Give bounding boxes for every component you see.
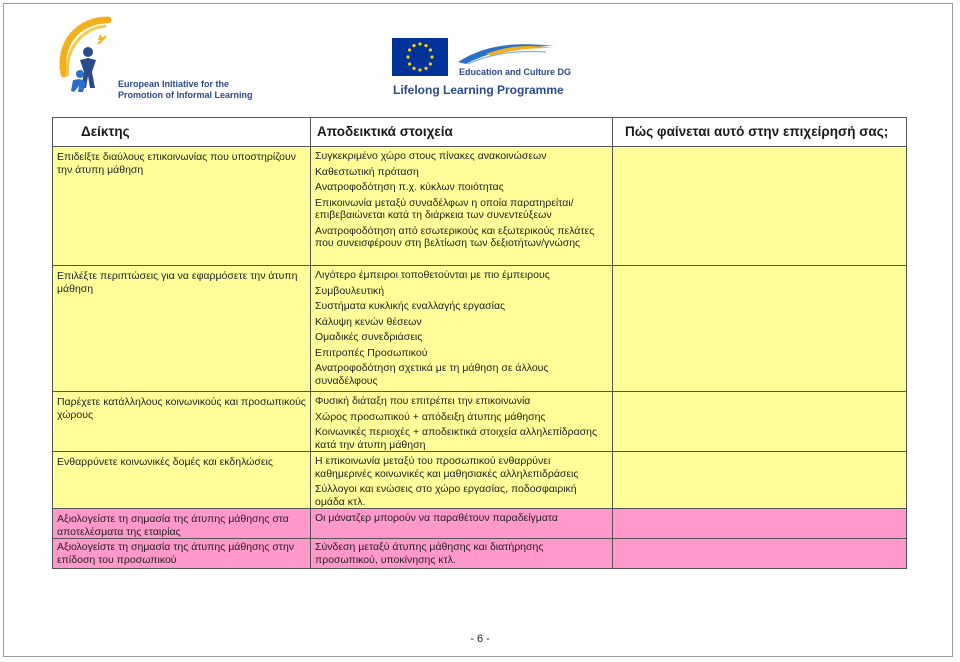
eip-line-1: European Initiative for the <box>118 79 230 89</box>
indicator-cell <box>53 452 311 509</box>
table-row <box>53 539 907 569</box>
table-row <box>53 509 907 539</box>
evidence-item: Ανατροφοδότηση σχετικά με τη μάθηση σε άλλους συναδέλφους <box>315 362 549 387</box>
indicator-cell <box>53 266 311 392</box>
table-row <box>53 392 907 452</box>
evidence-item: Συστήματα κυκλικής εναλλαγής εργασίας <box>315 300 506 312</box>
indicator-table <box>52 117 907 569</box>
evidence-item: Κάλυψη κενών θέσεων <box>315 315 422 328</box>
indicator-cell <box>53 147 311 266</box>
indicator-text: Παρέχετε κατάλληλους κοινωνικούς και προσωπικούς χώρους <box>57 396 306 421</box>
evidence-cell <box>311 392 613 452</box>
table-row <box>53 147 907 266</box>
evidence-item: Ανατροφοδότηση από εσωτερικούς και εξωτερικούς πελάτες που συνεισφέρουν στη βελτίωση των δεξιοτήτων/γνώσης <box>315 224 595 249</box>
evidence-item: Καθεστωτική πρόταση <box>315 165 419 178</box>
eip-logo-text <box>118 79 253 101</box>
evidence-item: Η επικοινωνία μεταξύ του προσωπικού ενθαρρύνει καθημερινές κοινωνικές και μαθησιακές αλληλεπιδράσεις <box>315 455 579 480</box>
header-indicator: Δείκτης <box>53 118 311 147</box>
response-cell[interactable] <box>613 147 907 266</box>
evidence-item: Σύνδεση μεταξύ άτυπης μάθησης και διατήρησης προσωπικού, υποκίνησης κτλ. <box>315 541 544 566</box>
evidence-cell <box>311 266 613 392</box>
indicator-cell <box>53 509 311 539</box>
response-cell[interactable] <box>613 539 907 569</box>
eip-line-2: Promotion of Informal Learning <box>118 90 253 100</box>
page-number: - 6 - <box>470 633 490 645</box>
evidence-item: Συμβουλευτική <box>315 284 385 297</box>
indicator-text: Επιλέξτε περιπτώσεις για να εφαρμόσετε την άτυπη μάθηση <box>57 270 298 295</box>
evidence-item: Φυσική διάταξη που επιτρέπει την επικοινωνία <box>315 395 531 407</box>
table-row <box>53 266 907 392</box>
evidence-cell <box>311 452 613 509</box>
dg-text: Education and Culture DG <box>459 67 572 77</box>
evidence-item: Επιτροπές Προσωπικού <box>315 346 428 359</box>
llp-swoosh-icon <box>456 40 556 66</box>
table-header-row <box>53 118 907 147</box>
evidence-cell <box>311 539 613 569</box>
indicator-cell <box>53 539 311 569</box>
evidence-item: Ομαδικές συνεδριάσεις <box>315 331 423 343</box>
indicator-text: Ενθαρρύνετε κοινωνικές δομές και εκδηλώσεις <box>57 456 273 468</box>
indicator-cell <box>53 392 311 452</box>
evidence-cell <box>311 509 613 539</box>
evidence-item: Χώρος προσωπικού + απόδειξη άτυπης μάθησης <box>315 410 546 423</box>
response-cell[interactable] <box>613 452 907 509</box>
header-your-business: Πώς φαίνεται αυτό στην επιχείρησή σας; <box>613 118 907 147</box>
evidence-item: Ανατροφοδότηση π.χ. κύκλων ποιότητας <box>315 181 504 193</box>
evidence-cell <box>311 147 613 266</box>
evidence-item: Επικοινωνία μεταξύ συναδέλφων η οποία παρατηρείται/επιβεβαιώνεται κατά τη διάρκεια των συνεντεύξεων <box>315 196 574 221</box>
indicator-text: Αξιολογείστε τη σημασία της άτυπης μάθησης στην επίδοση του προσωπικού <box>57 541 295 566</box>
evidence-item: Οι μάνατζερ μπορούν να παραθέτουν παραδείγματα <box>315 512 558 524</box>
response-cell[interactable] <box>613 509 907 539</box>
evidence-item: Συγκεκριμένο χώρο στους πίνακες ανακοινώσεων <box>315 150 547 162</box>
header-evidence: Αποδεικτικά στοιχεία <box>311 118 613 147</box>
evidence-item: Λιγότερο έμπειροι τοποθετούνται με πιο έμπειρους <box>315 269 550 281</box>
llp-text: Lifelong Learning Programme <box>393 83 564 97</box>
table-row <box>53 452 907 509</box>
indicator-text: Αξιολογείστε τη σημασία της άτυπης μάθησης στα αποτελέσματα της εταιρίας <box>57 513 289 538</box>
evidence-item: Σύλλογοι και ενώσεις στο χώρο εργασίας, ποδοσφαιρική ομάδα κτλ. <box>315 483 577 508</box>
evidence-item: Κοινωνικές περιοχές + αποδεικτικά στοιχεία αλληλεπίδρασης κατά την άτυπη μάθηση <box>315 426 598 451</box>
response-cell[interactable] <box>613 266 907 392</box>
eu-flag-icon <box>392 38 448 76</box>
response-cell[interactable] <box>613 392 907 452</box>
indicator-text: Επιδείξτε διαύλους επικοινωνίας που υποστηρίζουν την άτυπη μάθηση <box>57 151 296 176</box>
